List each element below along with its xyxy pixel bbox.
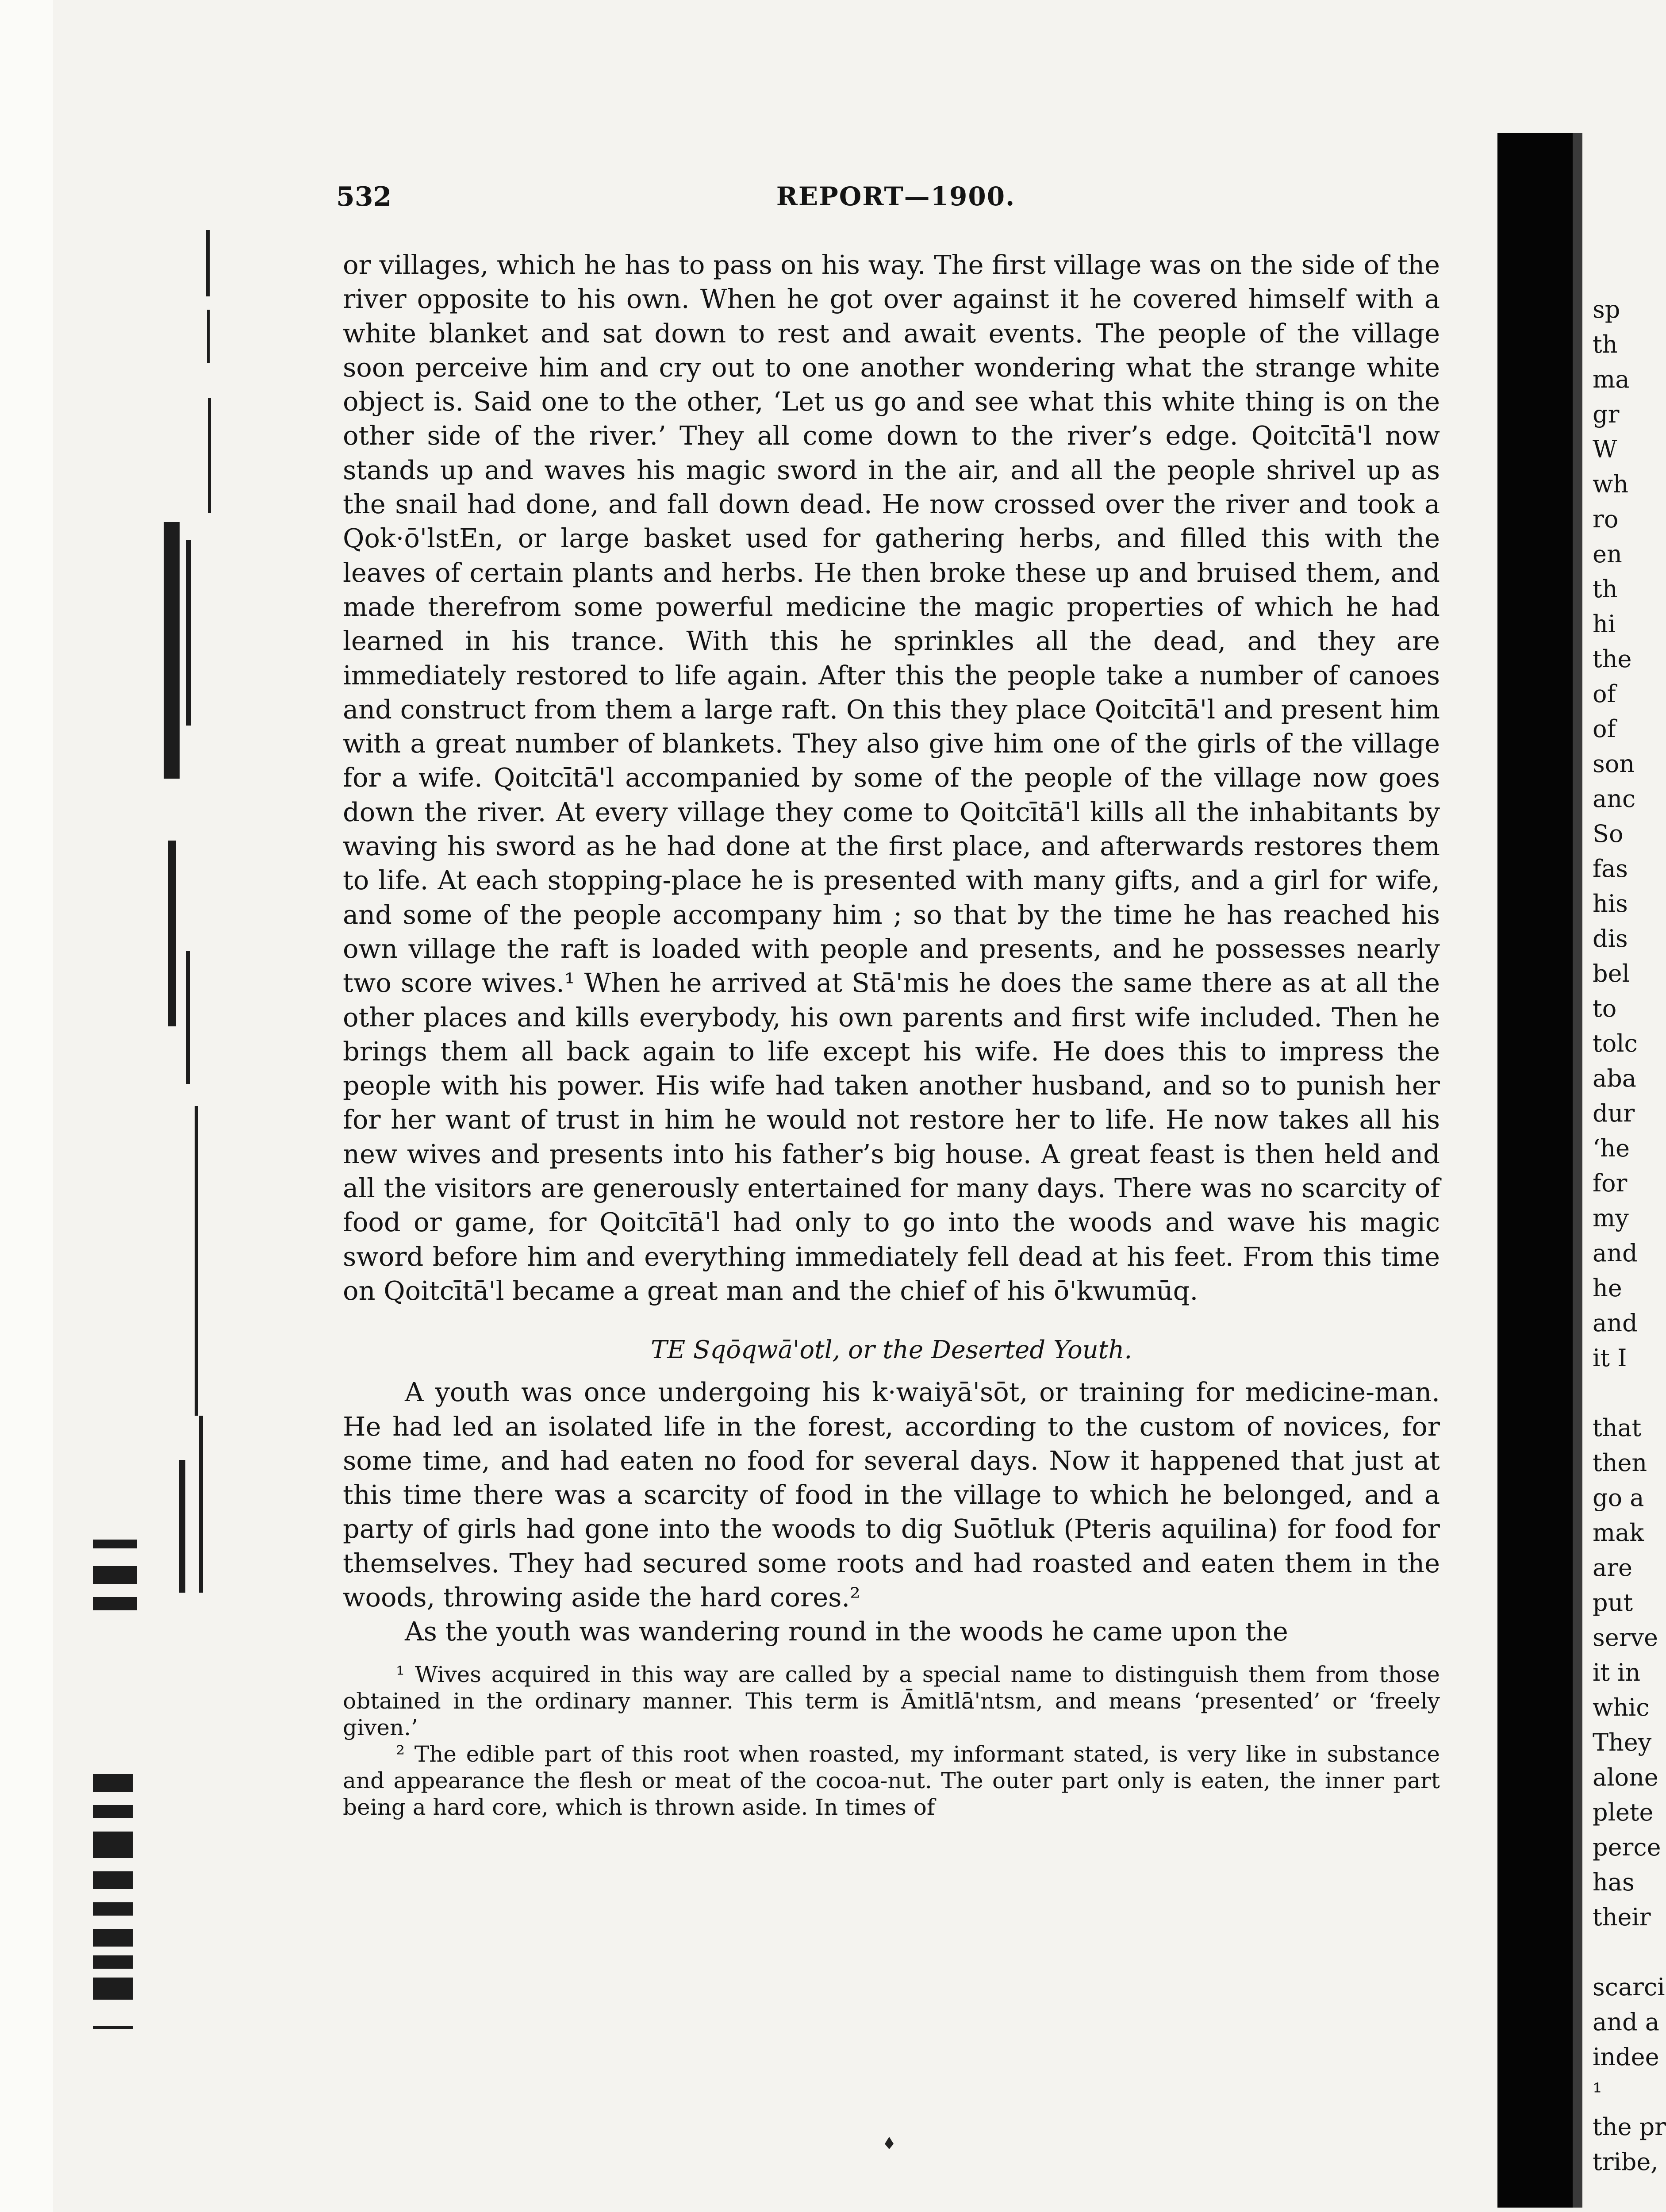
edge-fragment: and a (1593, 2008, 1659, 2036)
edge-fragment: th (1593, 575, 1618, 603)
edge-fragment: put (1593, 1589, 1633, 1617)
edge-fragment: bel (1593, 960, 1630, 987)
edge-fragment: perce (1593, 1833, 1661, 1861)
edge-fragment: his (1593, 890, 1628, 918)
edge-fragment: aba (1593, 1064, 1636, 1092)
footnote: ² The edible part of this root when roasted, my informant stated, is very like in substance and appearance the flesh or meat of the cocoa-nut. The outer part only is eaten, the inner part being a hard core, which is thrown aside. In times of (343, 1741, 1440, 1820)
edge-fragment: en (1593, 540, 1622, 568)
edge-fragment: anc (1593, 785, 1636, 813)
edge-fragment: it in (1593, 1659, 1641, 1686)
edge-fragment: hi (1593, 610, 1616, 638)
edge-fragment: fas (1593, 855, 1628, 883)
edge-fragment: for (1593, 1169, 1628, 1197)
edge-fragment: dis (1593, 925, 1628, 952)
edge-fragment: their (1593, 1903, 1651, 1931)
edge-fragment: it I (1593, 1344, 1627, 1372)
page-number: 532 (336, 181, 392, 212)
binding-gutter-shadow (0, 0, 53, 2212)
edge-fragment: that (1593, 1414, 1642, 1442)
edge-fragment: wh (1593, 470, 1628, 498)
body-paragraph: As the youth was wandering round in the woods he came upon the (405, 1616, 1288, 1647)
edge-fragment: tolc (1593, 1029, 1638, 1057)
footnotes (343, 1661, 1440, 1820)
edge-fragment: mak (1593, 1519, 1644, 1547)
edge-fragment (1593, 1935, 1641, 1970)
edge-fragment: the (1593, 645, 1632, 673)
edge-fragment: plete (1593, 1798, 1654, 1826)
edge-fragment: indee (1593, 2043, 1659, 2071)
page-header (336, 181, 1455, 217)
edge-fragment: go a (1593, 1484, 1644, 1512)
edge-fragment: son (1593, 750, 1635, 778)
edge-fragment: the pr (1593, 2113, 1666, 2141)
edge-fragment: has (1593, 1868, 1635, 1896)
edge-fragment: are (1593, 1554, 1632, 1582)
edge-fragment: whic (1593, 1694, 1650, 1721)
footnote: ¹ Wives acquired in this way are called by a special name to distinguish them from those obtained in the ordinary manner. This term is Āmitlā'ntsm, and means ‘presented’ or ‘freely given.’ (343, 1661, 1440, 1740)
edge-fragment: sp (1593, 296, 1620, 323)
left-margin-streaks (93, 230, 211, 2029)
edge-fragment: and (1593, 1309, 1638, 1337)
edge-fragment: So (1593, 820, 1624, 848)
right-gutter-shadow (1497, 133, 1573, 2208)
edge-fragment: ‘he (1593, 1134, 1630, 1162)
edge-fragment: W (1593, 435, 1617, 463)
right-gutter-fade (1573, 133, 1582, 2208)
edge-fragment: ro (1593, 505, 1619, 533)
edge-fragment: They (1593, 1728, 1652, 1756)
running-head: REPORT—1900. (776, 181, 1016, 211)
body-paragraph: A youth was once undergoing his k·waiyā'sōt, or training for medicine-man. He had led an isolated life in the forest, according to the custom of novices, for some time, and had eaten no food for several days. Now it happened that just at this time there was a scarcity of food in the village to which he belonged, and a party of girls had gone into the woods to dig Suōtluk (Pteris aquilina) for food for themselves. They had secured some roots and had roasted and eaten them in the woods, throwing aside the hard cores.² (343, 1377, 1440, 1613)
edge-fragment: scarci (1593, 1973, 1665, 2001)
edge-fragment: of (1593, 680, 1616, 708)
edge-fragment: serve (1593, 1624, 1658, 1651)
edge-fragment: he (1593, 1274, 1622, 1302)
edge-fragment: dur (1593, 1099, 1635, 1127)
edge-fragment: my (1593, 1204, 1629, 1232)
edge-fragment: to (1593, 995, 1617, 1022)
scan-mark (885, 2137, 894, 2149)
edge-fragment: th (1593, 330, 1618, 358)
edge-fragment: and (1593, 1239, 1638, 1267)
edge-fragment: ¹ (1593, 2078, 1602, 2106)
edge-fragment (1593, 1375, 1641, 1410)
edge-fragment: ma (1593, 365, 1630, 393)
edge-fragment: gr (1593, 400, 1620, 428)
section-title: TE Sqōqwā'otl, or the Deserted Youth. (650, 1336, 1132, 1365)
main-text-column (343, 248, 1440, 1820)
adjacent-page-fragments (1593, 292, 1666, 2176)
edge-fragment: alone (1593, 1763, 1658, 1791)
body-paragraph: or villages, which he has to pass on his way. The first village was on the side of the river opposite to his own. When he got over against it he covered himself with a white blanket and sat down to rest and await events. The people of the village soon perceive him and cry out to one another wondering what the strange white object is. Said one to the other, ‘Let us go and see what this white thing is on the other side of the river.’ They all come down to the river’s edge. Qoitcītā'l now stands up and waves his magic sword in the air, and all the people shrivel up as the snail had done, and fall down dead. He now crossed over the river and took a Qok·ō'lstEn, or large basket used for gathering herbs, and filled this with the leaves of certain plants and herbs. He then broke these up and bruised them, and made therefrom some powerful medicine the magic properties of which he had learned in his trance. With this he sprinkles all the dead, and they are immediately restored to life again. After this the people take a number of canoes and construct from them a large raft. On this they place Qoitcītā'l and present him with a great number of blankets. They also give him one of the girls of the village for a wife. Qoitcītā'l accompanied by some of the people of the village now goes down the river. At every village they come to Qoitcītā'l kills all the inhabitants by waving his sword as he had done at the first place, and afterwards restores them to life. At each stopping-place he is presented with many gifts, and a girl for wife, and some of the people accompany him ; so that by the time he has reached his own village the raft is loaded with people and presents, and he possesses nearly two score wives.¹ When he arrived at Stā'mis he does the same there as at all the other places and kills everybody, his own parents and first wife included. Then he brings them all back again to life except his wife. He does this to impress the people with his power. His wife had taken another husband, and so to punish her for her want of trust in him he would not restore her to life. He now takes all his new wives and presents into his father’s big house. A great feast is then held and all the visitors are generously entertained for many days. There was no scarcity of food or game, for Qoitcītā'l had only to go into the woods and wave his magic sword before him and everything immediately fell dead at his feet. From this time on Qoitcītā'l became a great man and the chief of his ō'kwumūq. (343, 250, 1440, 1306)
edge-fragment: then (1593, 1449, 1647, 1477)
edge-fragment: tribe, (1593, 2148, 1658, 2176)
edge-fragment: of (1593, 715, 1616, 743)
